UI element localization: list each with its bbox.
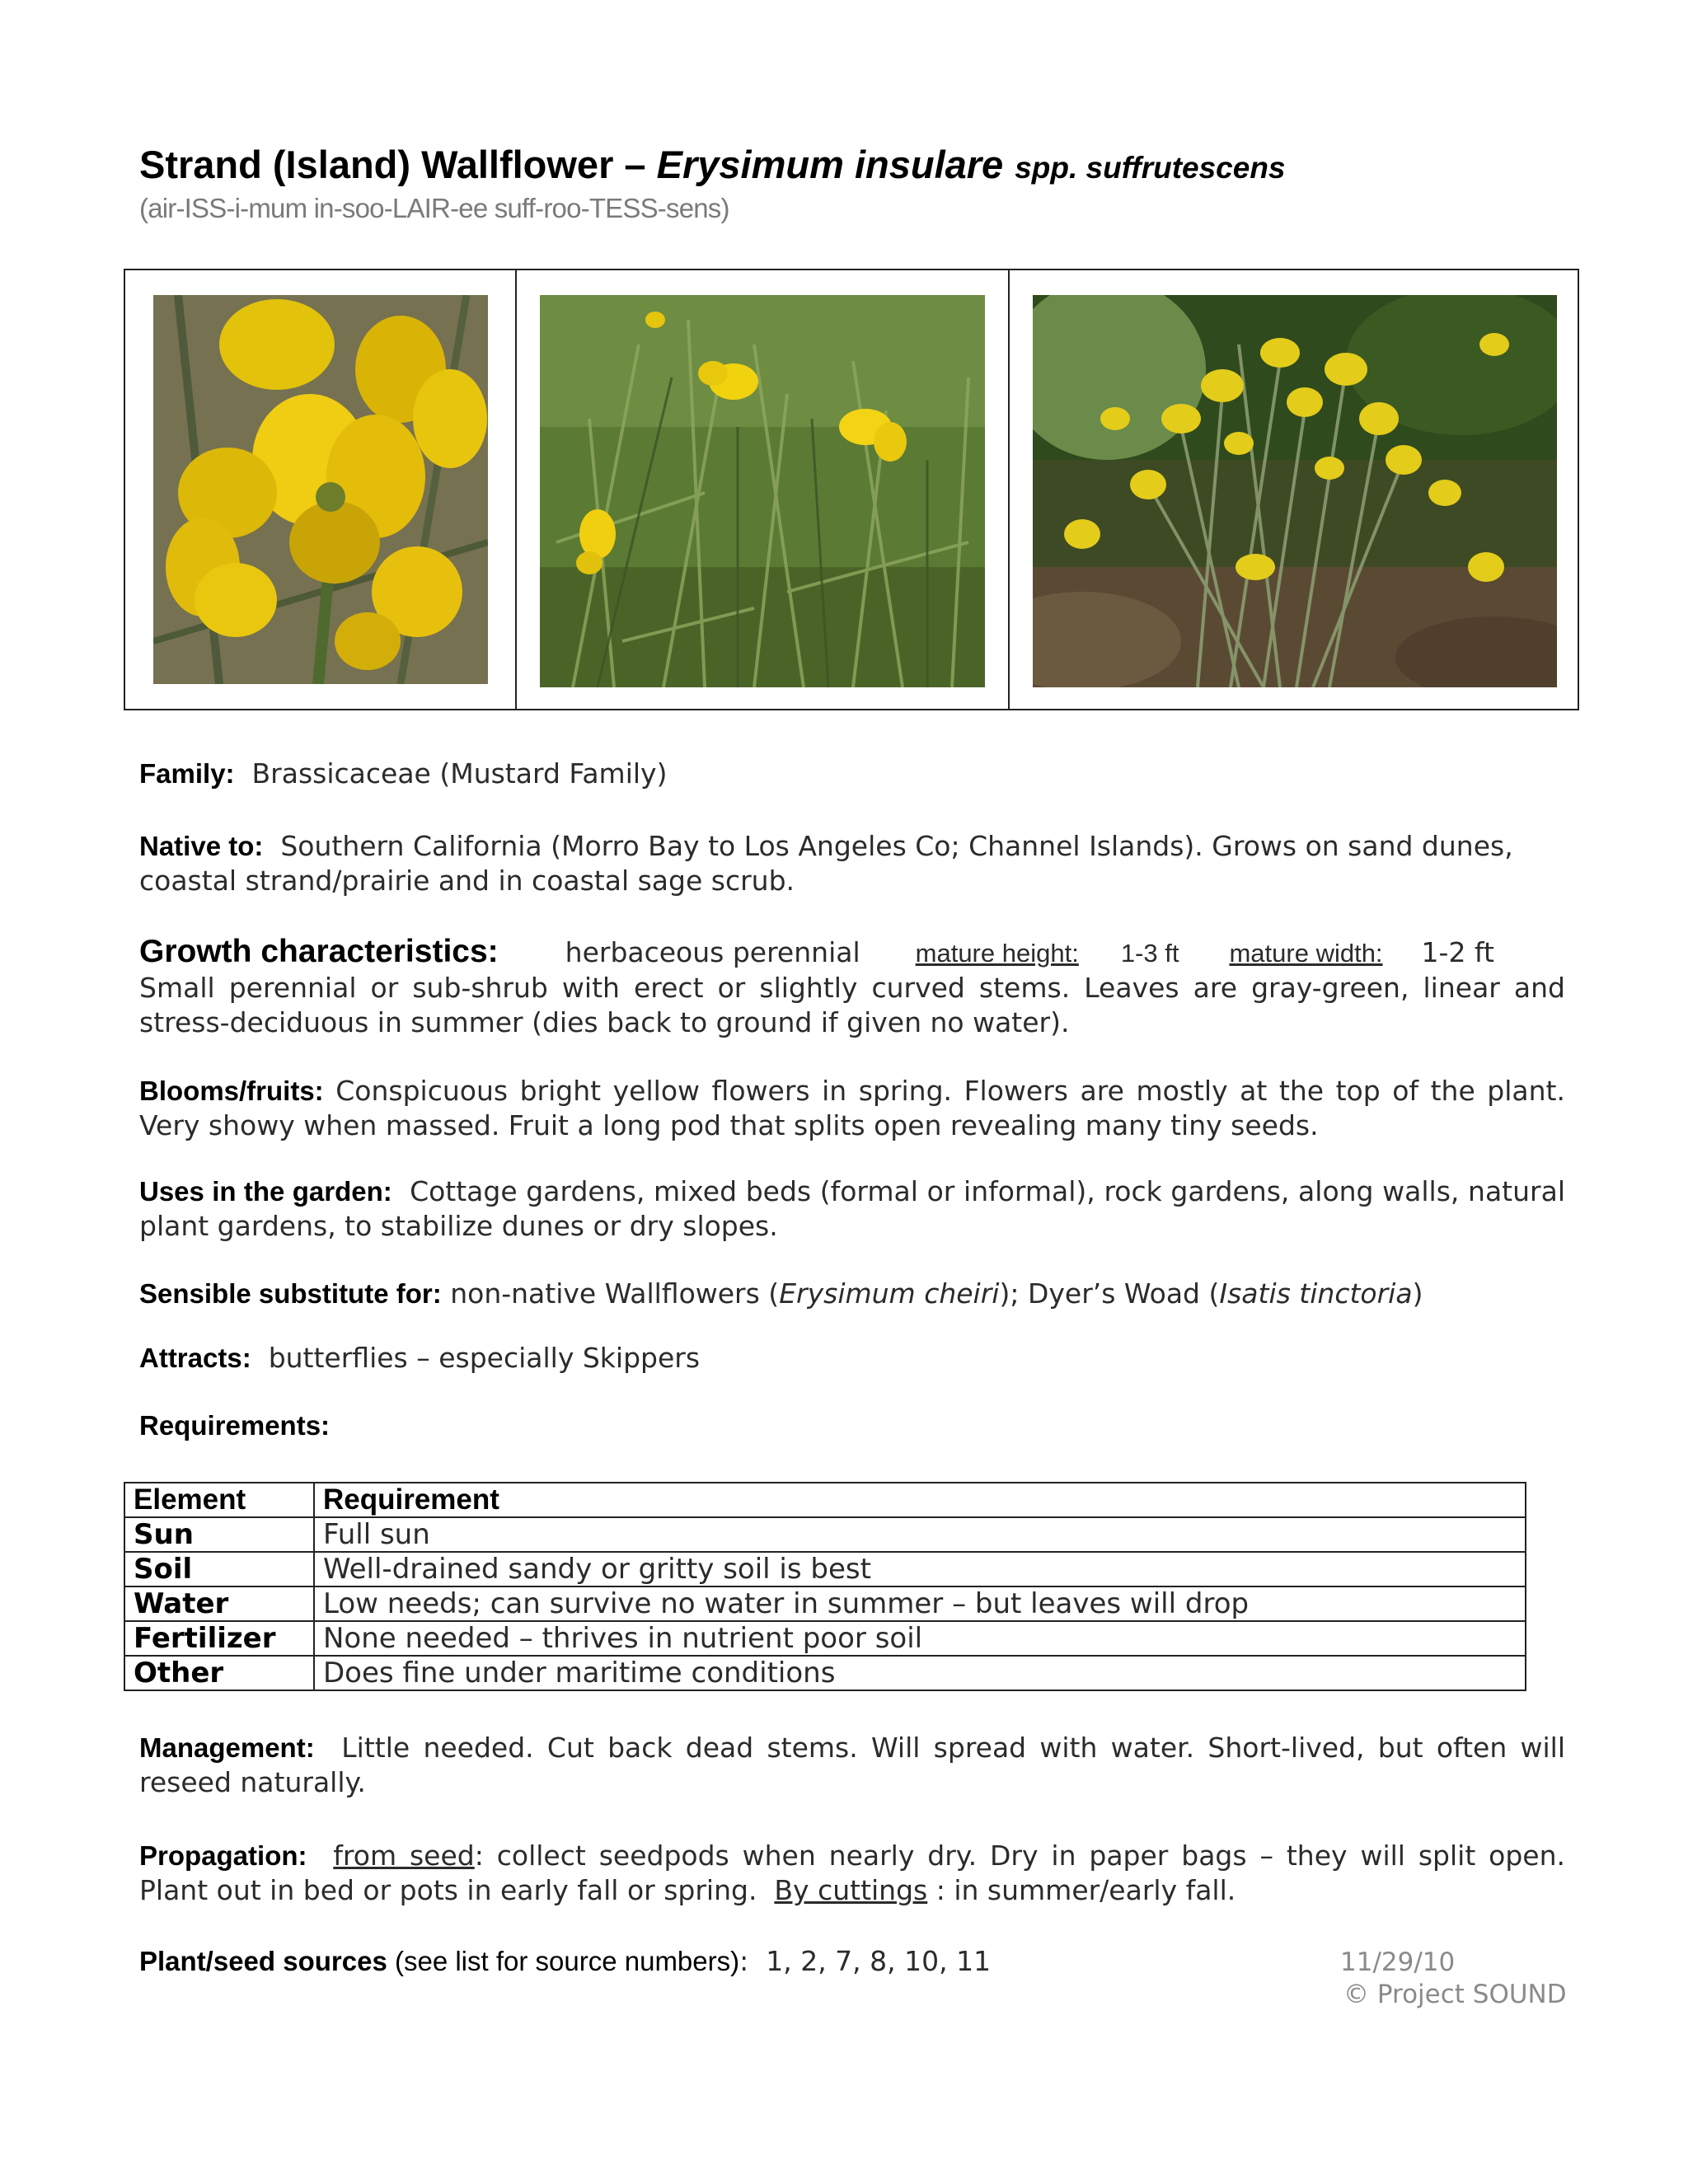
title-species: Erysimum insulare (656, 143, 1004, 186)
footer-date: 11/29/10 (1340, 1947, 1456, 1977)
native-label: Native to: (139, 831, 264, 861)
growth-section (139, 935, 1565, 1040)
page-title (139, 142, 1286, 187)
mature-height-label: mature height: (915, 939, 1079, 968)
substitute-text-2: ); Dyer’s Woad ( (999, 1277, 1220, 1310)
native-text: Southern California (Morro Bay to Los Angeles Co; Channel Islands). Grows on sand dunes, coastal strand/prairie and in coastal sage scrub. (139, 830, 1513, 897)
substitute-species-1: Erysimum cheiri (779, 1277, 1000, 1310)
blooms-section (139, 1074, 1565, 1143)
table-row (124, 1621, 1526, 1656)
blooms-label: Blooms/fruits: (139, 1076, 324, 1106)
propagation-section (139, 1839, 1565, 1908)
title-subspecies: spp. suffrutescens (1015, 151, 1286, 185)
from-seed-label: from seed (333, 1840, 475, 1872)
photo-cell-2 (517, 270, 1010, 709)
requirement-cell: Full sun (314, 1517, 1526, 1552)
requirements-label: Requirements: (139, 1410, 331, 1441)
element-cell: Fertilizer (124, 1621, 314, 1656)
attracts-section: Attracts: butterflies – especially Skippers (139, 1342, 701, 1374)
management-section: Management: Little needed. Cut back dead stems. Will spread with water. Short-lived, but often will reseed naturally. (139, 1732, 1565, 1798)
requirement-cell: Does fine under maritime conditions (314, 1656, 1526, 1690)
sources-note: (see list for source numbers) (387, 1946, 740, 1976)
table-row (124, 1552, 1526, 1586)
mature-width-value: 1-2 ft (1421, 936, 1494, 968)
substitute-text-1: non-native Wallflowers ( (450, 1277, 780, 1310)
table-row (124, 1656, 1526, 1690)
uses-text: Cottage gardens, mixed beds (formal or informal), rock gardens, along walls, natural plant gardens, to stabilize dunes or dry slopes. (139, 1175, 1565, 1242)
uses-section (139, 1174, 1565, 1244)
growth-text: Small perennial or sub-shrub with erect or slightly curved stems. Leaves are gray-green, linear and stress-deciduous in summer (dies back to ground if given no water). (139, 972, 1565, 1038)
blooms-text: Conspicuous bright yellow flowers in spring. Flowers are mostly at the top of the plant. Very showy when massed. Fruit a long pod that splits open revealing many tiny seeds. (139, 1075, 1565, 1141)
photo-cell-1 (125, 270, 517, 709)
sources-values: 1, 2, 7, 8, 10, 11 (766, 1945, 992, 1977)
sources-label: Plant/seed sources (139, 1946, 387, 1976)
substitute-section (139, 1277, 1565, 1311)
element-cell: Soil (124, 1552, 314, 1586)
table-row (124, 1586, 1526, 1621)
column-header-requirement: Requirement (314, 1483, 1526, 1517)
family-text: Brassicaceae (Mustard Family) (251, 757, 668, 790)
by-cuttings-text: : in summer/early fall. (927, 1874, 1236, 1906)
requirement-cell: Low needs; can survive no water in summer – but leaves will drop (314, 1586, 1526, 1621)
propagation-label: Propagation: (139, 1840, 307, 1871)
family-section (139, 757, 1565, 791)
requirement-cell: Well-drained sandy or gritty soil is best (314, 1552, 1526, 1586)
table-row (124, 1517, 1526, 1552)
table-header-row (124, 1483, 1526, 1517)
substitute-text-3: ) (1412, 1277, 1423, 1310)
substitute-label: Sensible substitute for: (139, 1278, 442, 1309)
column-header-element: Element (124, 1483, 314, 1517)
requirement-cell: None needed – thrives in nutrient poor soil (314, 1621, 1526, 1656)
flower-closeup-photo (153, 295, 488, 684)
element-cell: Other (124, 1656, 314, 1690)
sources-section (139, 1944, 1293, 1979)
mature-width-label: mature width: (1229, 939, 1383, 968)
plant-stems-photo (540, 295, 985, 687)
substitute-species-2: Isatis tinctoria (1219, 1277, 1413, 1310)
requirements-table (124, 1482, 1526, 1691)
photo-cell-3 (1010, 270, 1578, 709)
growth-label: Growth characteristics: (139, 934, 499, 969)
growth-type: herbaceous perennial (565, 936, 860, 968)
title-common-name: Strand (Island) Wallflower – (139, 143, 657, 186)
footer-copyright: © Project SOUND (1343, 1980, 1567, 2009)
by-cuttings-label: By cuttings (774, 1874, 928, 1906)
attracts-text: butterflies – especially Skippers (268, 1342, 701, 1374)
mature-height-value: 1-3 ft (1120, 939, 1179, 968)
uses-label: Uses in the garden: (139, 1176, 392, 1207)
element-cell: Water (124, 1586, 314, 1621)
photo-strip (124, 269, 1579, 710)
management-label: Management (139, 1732, 306, 1763)
family-label: Family: (139, 758, 235, 789)
sources-colon: : (739, 1945, 749, 1977)
element-cell: Sun (124, 1517, 314, 1552)
plant-habit-photo (1033, 295, 1557, 687)
pronunciation: (air-ISS-i-mum in-soo-LAIR-ee suff-roo-TESS-sens) (139, 193, 729, 223)
from-seed-text: : collect seedpods when nearly dry. Dry in paper bags – they will split open. Plant out in bed or pots in early fall or spring. (139, 1840, 1566, 1906)
attracts-label: Attracts (139, 1343, 242, 1373)
management-text: Little needed. Cut back dead stems. Will spread with water. Short-lived, but often will reseed naturally. (139, 1732, 1565, 1798)
requirements-section (139, 1408, 1565, 1443)
native-section (139, 829, 1565, 898)
